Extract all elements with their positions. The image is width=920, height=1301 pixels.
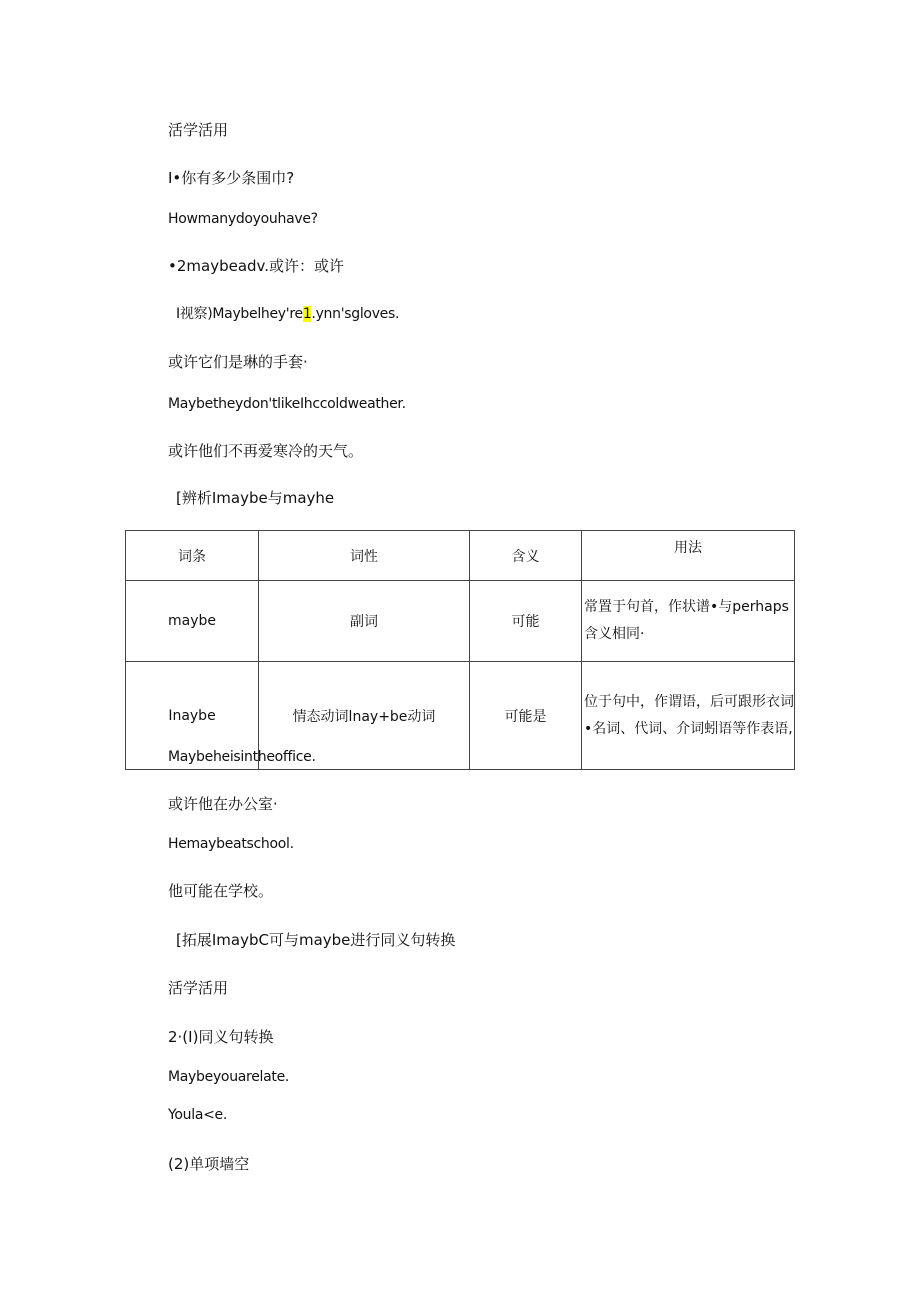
example-sentence-4: Hemaybeatschool. — [168, 836, 294, 852]
exercise-sentence: Maybeyouarelate. — [168, 1069, 290, 1085]
highlighted-char: 1 — [302, 306, 312, 322]
meaning-cell: 可能 — [470, 581, 582, 662]
pos-cell: 情态动词lnay+be动词 — [259, 662, 470, 770]
section-heading: 活学活用 — [168, 121, 229, 139]
section-heading-2: 活学活用 — [168, 979, 229, 997]
exercise-question: I•你有多少条围巾? — [168, 169, 295, 187]
example-translation-4: 他可能在学校。 — [168, 882, 274, 900]
header-cell: 含义 — [470, 531, 582, 581]
example-prefix: I视察)Maybelhey're — [176, 306, 303, 322]
usage-cell: 常置于句首，作状谱•与perhaps含义相同· — [582, 581, 795, 662]
example-sentence-2: Maybetheydon'tlikeIhccoldweather. — [168, 396, 406, 412]
table-header-row — [126, 531, 795, 581]
analysis-heading: [辨析Imaybe与mayhe — [176, 489, 335, 507]
example-sentence-3: Maybeheisintheoffice. — [168, 749, 316, 765]
example-suffix: .ynn'sgloves. — [311, 306, 400, 322]
exercise-title: 2·(I)同义句转换 — [168, 1028, 274, 1046]
header-cell: 用法 — [582, 531, 795, 581]
example-sentence — [176, 303, 399, 323]
header-cell: 词条 — [126, 531, 259, 581]
pos-cell: 副词 — [259, 581, 470, 662]
exercise-answer: Howmanydoyouhave? — [168, 211, 318, 227]
vocab-entry: •2maybeadv.或许：或许 — [168, 257, 345, 275]
extension-heading: [拓展ImaybC可与maybe进行同义句转换 — [176, 931, 456, 949]
meaning-cell: 可能是 — [470, 662, 582, 770]
table-row — [126, 581, 795, 662]
header-cell: 词性 — [259, 531, 470, 581]
word-cell: maybe — [126, 581, 259, 662]
comparison-table — [125, 530, 795, 770]
example-translation-3: 或许他在办公室· — [168, 795, 278, 813]
example-translation: 或许它们是琳的手套· — [168, 353, 308, 371]
word-cell: Inaybe — [126, 662, 259, 770]
exercise-blank-sentence: Youla<e. — [168, 1107, 227, 1123]
exercise-title-2: (2)单项墙空 — [168, 1155, 250, 1173]
example-translation-2: 或许他们不再爱寒冷的天气。 — [168, 442, 364, 460]
usage-cell: 位于句中，作谓语，后可跟形衣词•名词、代词、介词蚓语等作表语, — [582, 662, 795, 770]
